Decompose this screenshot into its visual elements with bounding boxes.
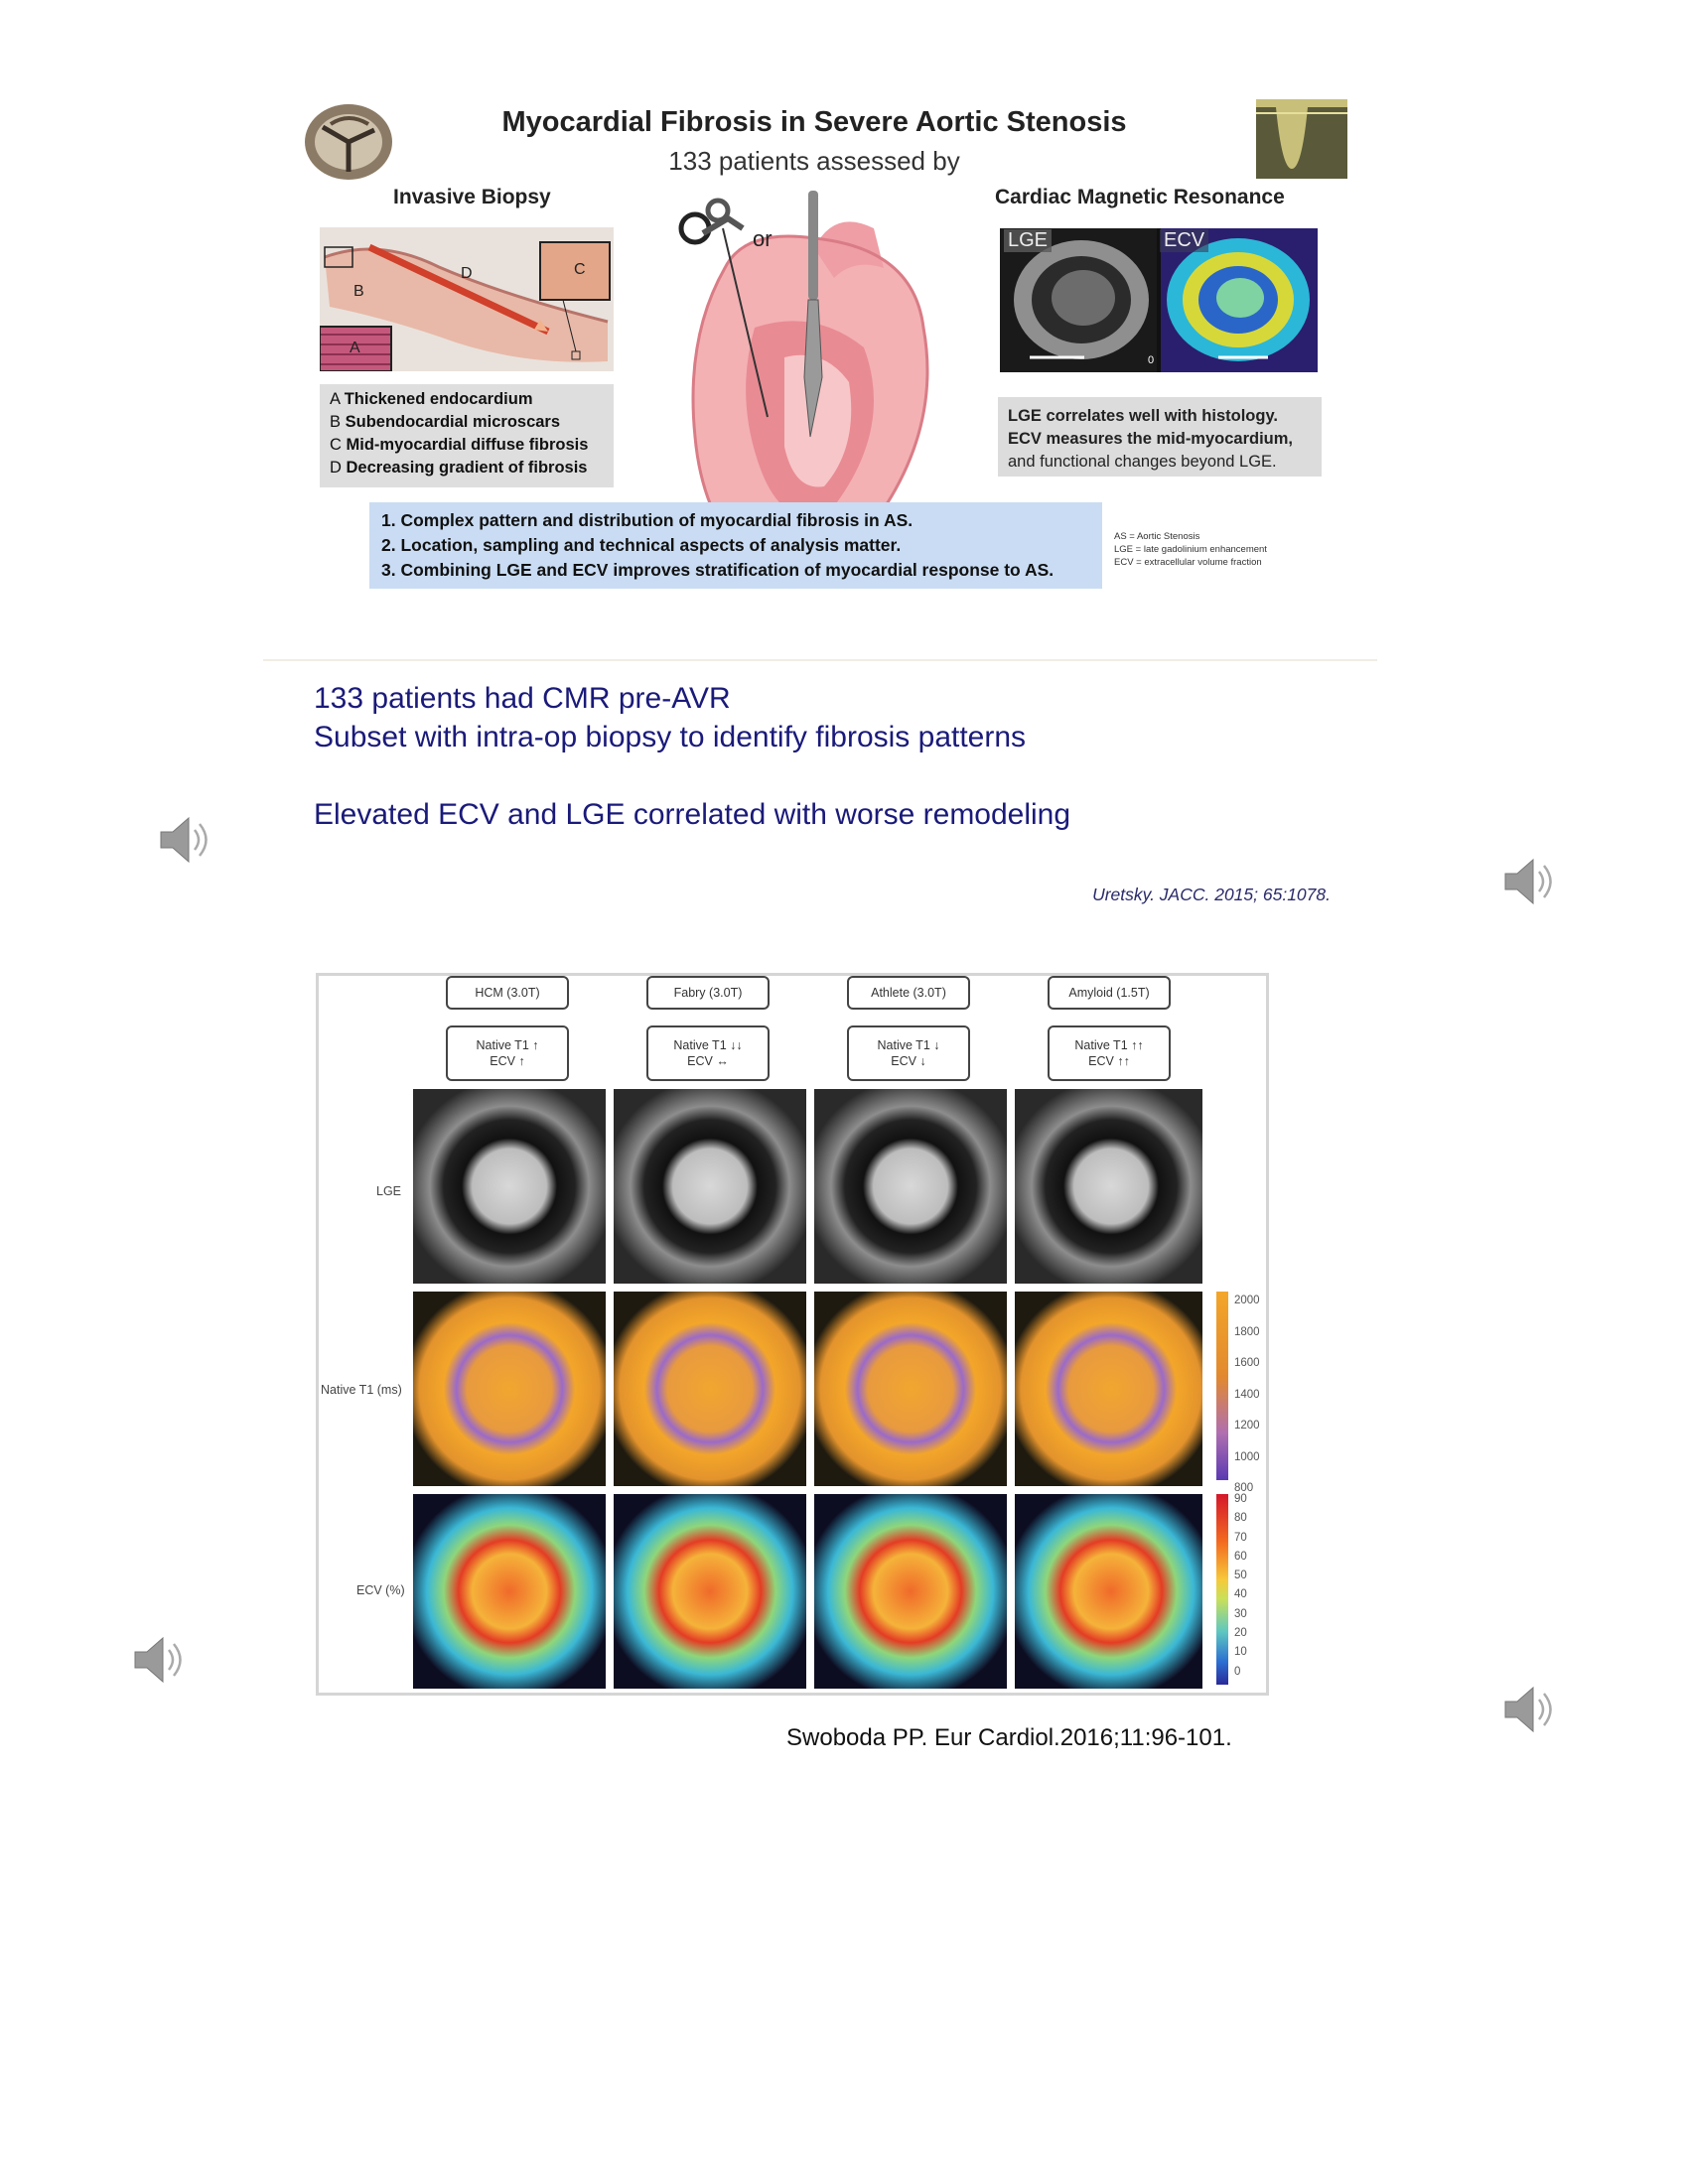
col-header-amyloid: Amyloid (1.5T): [1048, 976, 1171, 1010]
label-b: B: [353, 283, 364, 300]
legend-item: A Thickened endocardium: [330, 390, 533, 408]
lge-tag: LGE: [1004, 229, 1052, 252]
speaker-icon[interactable]: [1501, 856, 1557, 907]
cmr-notes: [998, 397, 1322, 477]
cmr-note-3: and functional changes beyond LGE.: [1008, 453, 1277, 471]
ecv-scale-labels: 90 80 70 60 50 40 30 20 10 0: [1234, 1493, 1247, 1678]
histology-legend: [320, 384, 614, 487]
speaker-icon[interactable]: [131, 1634, 187, 1686]
label-c: C: [574, 261, 586, 278]
row-label-ecv: ECV (%): [356, 1583, 405, 1597]
legend-item: B Subendocardial microscars: [330, 413, 561, 431]
slide-title: Myocardial Fibrosis in Severe Aortic Stenosis: [501, 106, 1127, 138]
finding-2: 2. Location, sampling and technical aspects of analysis matter.: [381, 535, 902, 555]
ecv-tag: ECV: [1160, 229, 1208, 252]
col-profile-athlete: Native T1 ↓ ECV ↓: [847, 1025, 970, 1081]
cmr-image-grid: [413, 1089, 1202, 1689]
lge-image-amyloid: [1015, 1089, 1202, 1284]
key-findings-box: [369, 502, 1102, 589]
invasive-biopsy-header: Invasive Biopsy: [393, 186, 551, 208]
legend-item: C Mid-myocardial diffuse fibrosis: [330, 436, 589, 454]
aortic-valve-thumbnail: [303, 102, 394, 182]
t1-mapping-figure: [316, 973, 1269, 1696]
cmr-header: Cardiac Magnetic Resonance: [995, 186, 1285, 208]
finding-1: 1. Complex pattern and distribution of myocardial fibrosis in AS.: [381, 510, 914, 530]
section-divider: [263, 659, 1377, 661]
ecv-colorbar: [1216, 1494, 1228, 1685]
ecv-scale-zero: 0: [1148, 354, 1155, 366]
col-header-hcm: HCM (3.0T): [446, 976, 569, 1010]
t1-colorbar: [1216, 1292, 1228, 1480]
lge-image-athlete: [814, 1089, 1007, 1284]
ecv-map-athlete: [814, 1494, 1007, 1689]
legend-item: D Decreasing gradient of fibrosis: [330, 459, 588, 477]
col-profile-amyloid: Native T1 ↑↑ ECV ↑↑: [1048, 1025, 1171, 1081]
note-line-1: 133 patients had CMR pre-AVR: [314, 682, 731, 715]
cmr-note-1: LGE correlates well with histology.: [1008, 407, 1279, 425]
col-profile-hcm: Native T1 ↑ ECV ↑: [446, 1025, 569, 1081]
lge-image-fabry: [614, 1089, 806, 1284]
t1-scale-labels: 2000 1800 1600 1400 1200 1000 800: [1234, 1295, 1260, 1494]
t1-map-hcm: [413, 1292, 606, 1486]
graphical-abstract: [298, 94, 1360, 601]
biopsy-instruments: [673, 189, 872, 447]
or-label: or: [753, 226, 773, 251]
note-line-3: Elevated ECV and LGE correlated with worse remodeling: [314, 798, 1071, 831]
t1-map-fabry: [614, 1292, 806, 1486]
col-header-athlete: Athlete (3.0T): [847, 976, 970, 1010]
col-profile-fabry: Native T1 ↓↓ ECV ↔: [646, 1025, 770, 1081]
doppler-thumbnail: [1256, 99, 1347, 179]
note-line-2: Subset with intra-op biopsy to identify fibrosis patterns: [314, 721, 1027, 753]
ecv-map-fabry: [614, 1494, 806, 1689]
label-a: A: [350, 340, 360, 356]
citation-swoboda: Swoboda PP. Eur Cardiol.2016;11:96-101.: [786, 1724, 1232, 1751]
finding-3: 3. Combining LGE and ECV improves stratification of myocardial response to AS.: [381, 560, 1055, 580]
citation-uretsky: Uretsky. JACC. 2015; 65:1078.: [1092, 885, 1331, 904]
speaker-icon[interactable]: [1501, 1684, 1557, 1735]
ecv-map-amyloid: [1015, 1494, 1202, 1689]
row-label-lge: LGE: [376, 1184, 402, 1198]
col-header-fabry: Fabry (3.0T): [646, 976, 770, 1010]
speaker-icon[interactable]: [157, 814, 212, 866]
row-label-native-t1: Native T1 (ms): [321, 1383, 402, 1397]
ecv-map-hcm: [413, 1494, 606, 1689]
lge-image-hcm: [413, 1089, 606, 1284]
slide-subtitle: 133 patients assessed by: [668, 146, 960, 176]
t1-map-athlete: [814, 1292, 1007, 1486]
cmr-note-2: ECV measures the mid-myocardium,: [1008, 430, 1294, 448]
abbreviations: AS = Aortic Stenosis LGE = late gadolinium enhancement ECV = extracellular volume fraction: [1114, 531, 1267, 568]
label-d: D: [461, 265, 473, 282]
t1-map-amyloid: [1015, 1292, 1202, 1486]
